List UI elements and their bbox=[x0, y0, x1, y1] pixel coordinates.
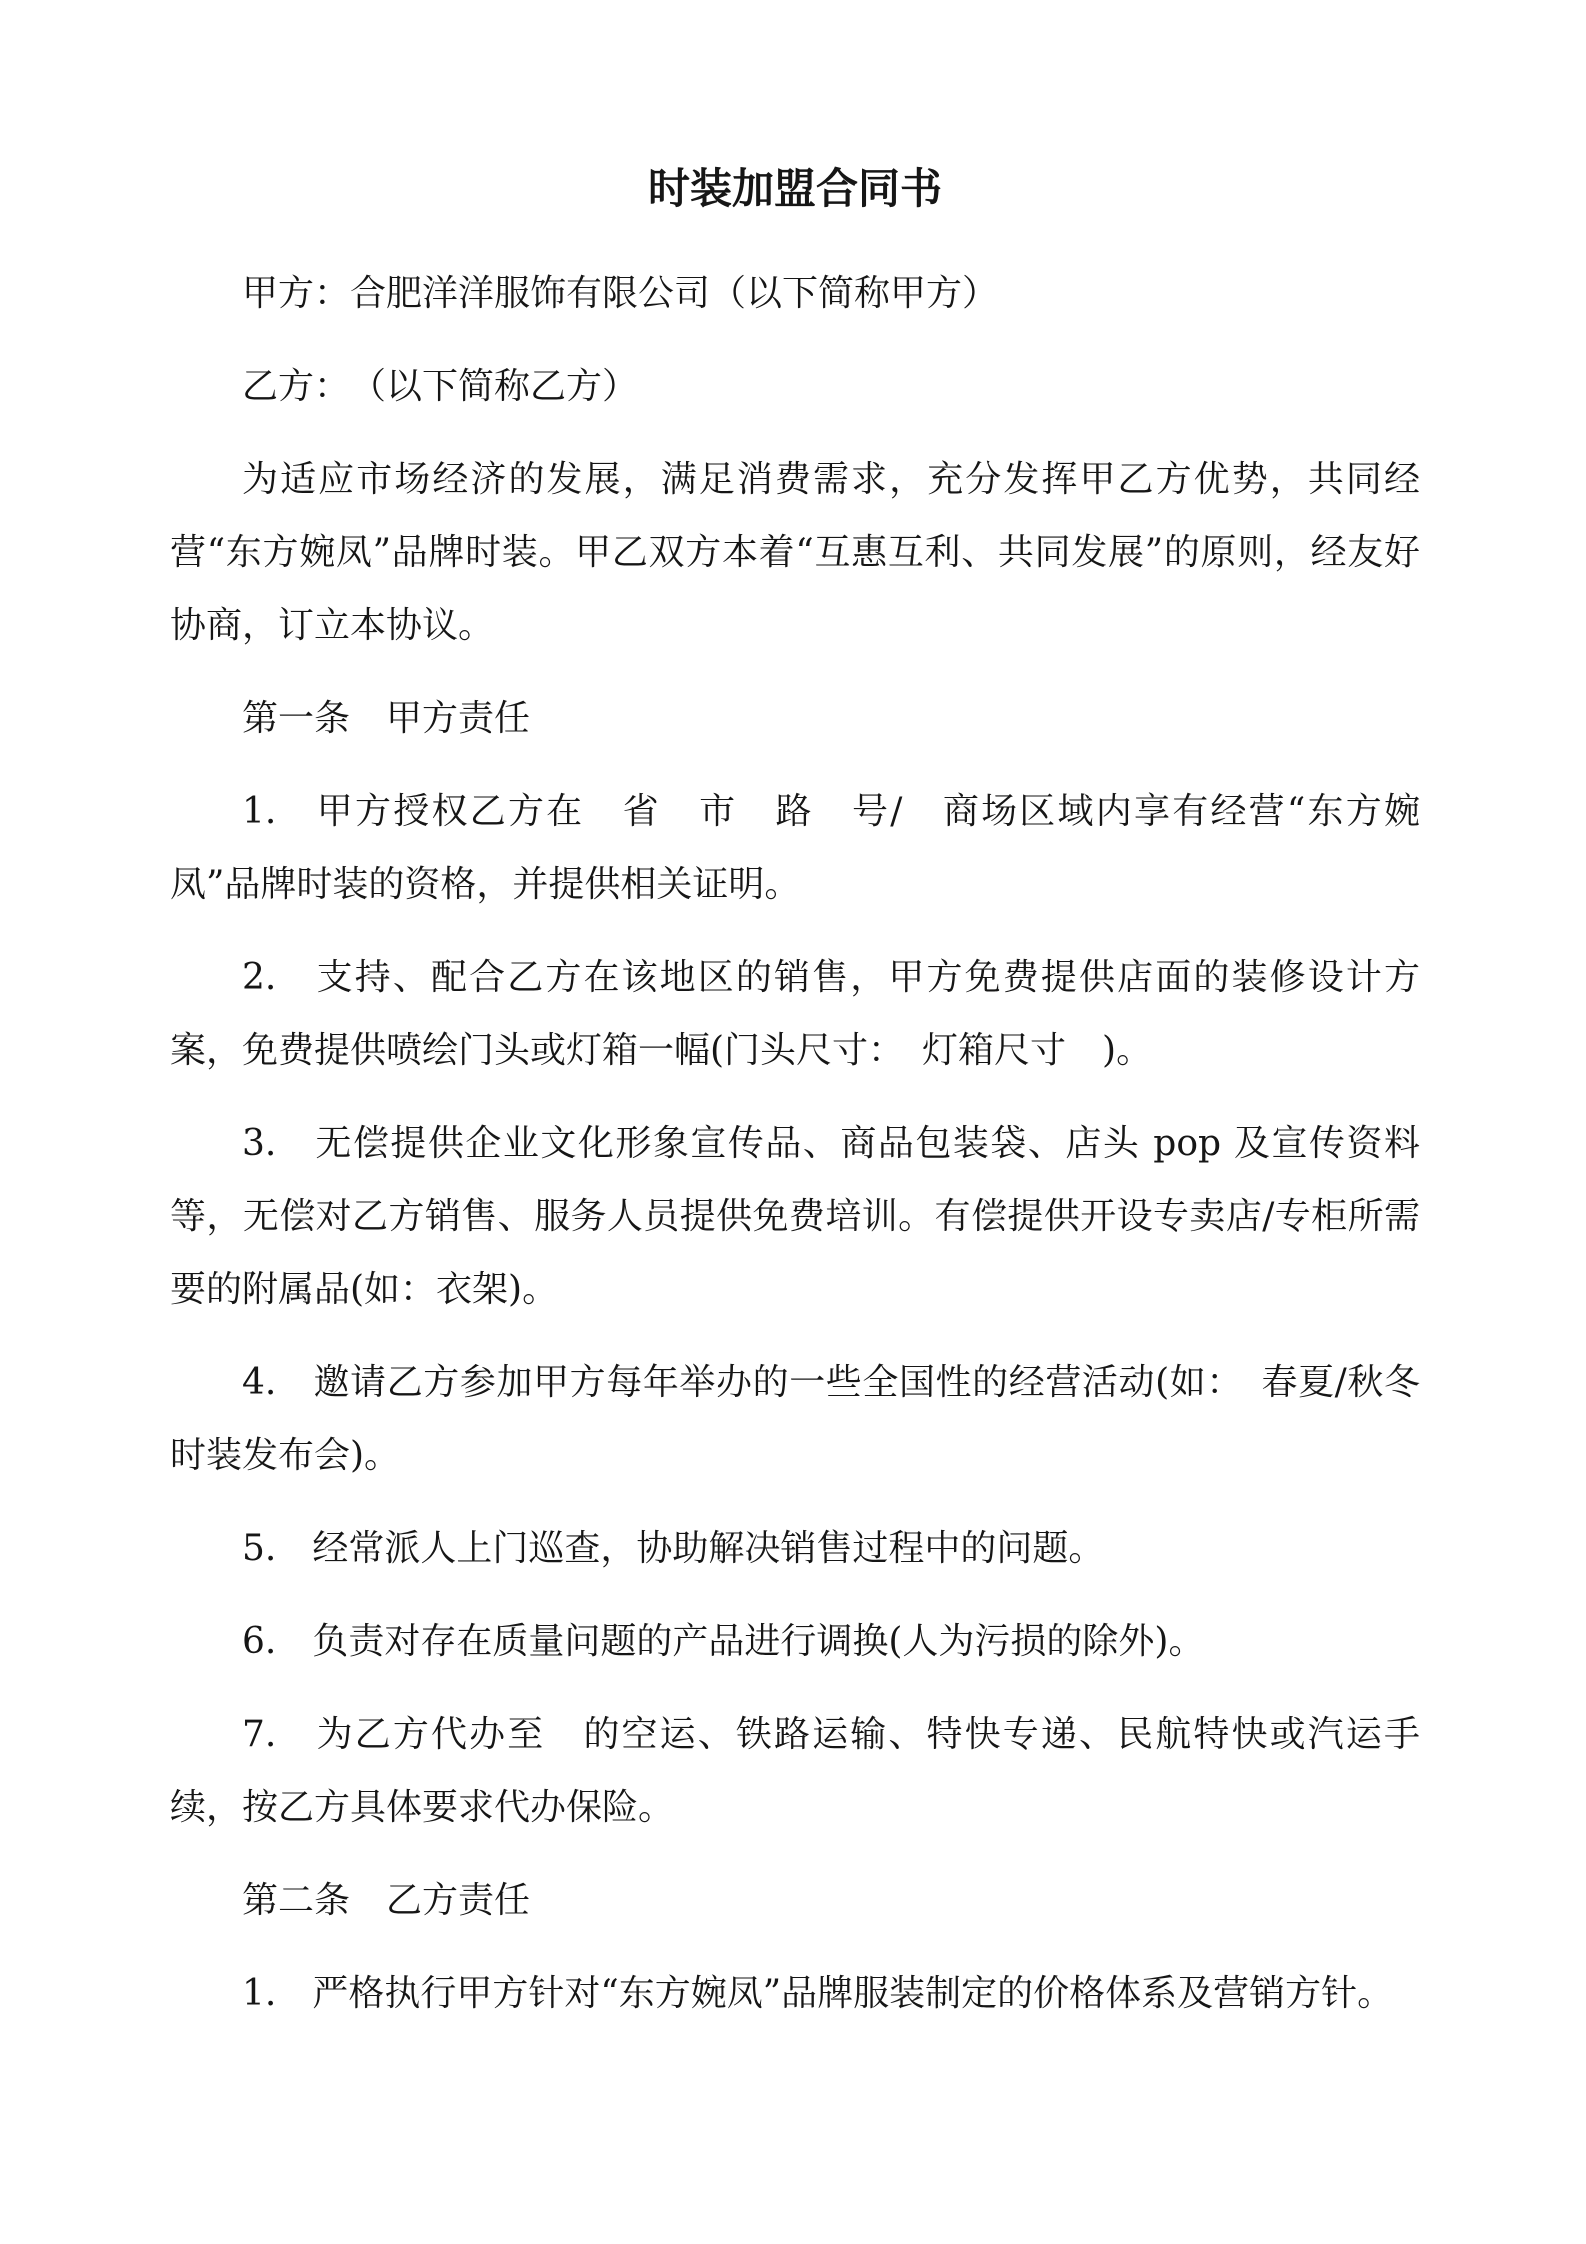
section-1-heading: 第一条 甲方责任 bbox=[242, 698, 531, 739]
document-title: 时装加盟合同书 bbox=[647, 164, 942, 213]
party-b-line: 乙方： （以下简称乙方） bbox=[242, 366, 639, 407]
section-1-item-6: 6. 负责对存在质量问题的产品进行调换(人为污损的除外)。 bbox=[242, 1621, 1205, 1662]
section-1-item-7: 7. 为乙方代办至 的空运、铁路运输、特快专递、民航特快或汽运手续，按乙方具体要求代办保险。 bbox=[170, 1714, 1420, 1828]
section-2-item-1: 1. 严格执行甲方针对“东方婉凤”品牌服装制定的价格体系及营销方针。 bbox=[242, 1973, 1394, 2014]
section-1-item-4: 4. 邀请乙方参加甲方每年举办的一些全国性的经营活动(如： 春夏/秋冬时装发布会)。 bbox=[170, 1362, 1420, 1476]
section-1-item-3: 3. 无偿提供企业文化形象宣传品、商品包装袋、店头 pop 及宣传资料等，无偿对乙方销售、服务人员提供免费培训。有偿提供开设专卖店/专柜所需要的附属品(如：衣架)。 bbox=[170, 1123, 1420, 1310]
section-1-item-1: 1. 甲方授权乙方在 省 市 路 号/ 商场区域内享有经营“东方婉凤”品牌时装的资格，并提供相关证明。 bbox=[170, 791, 1420, 905]
party-a-line: 甲方：合肥洋洋服饰有限公司（以下简称甲方） bbox=[242, 273, 999, 314]
preamble-paragraph: 为适应市场经济的发展，满足消费需求，充分发挥甲乙方优势，共同经营“东方婉凤”品牌时装。甲乙双方本着“互惠互利、共同发展”的原则，经友好协商，订立本协议。 bbox=[170, 459, 1420, 646]
section-1-item-2: 2. 支持、配合乙方在该地区的销售，甲方免费提供店面的装修设计方案，免费提供喷绘门头或灯箱一幅(门头尺寸： 灯箱尺寸 )。 bbox=[170, 957, 1420, 1071]
section-1-item-5: 5. 经常派人上门巡查，协助解决销售过程中的问题。 bbox=[242, 1528, 1105, 1569]
section-2-heading: 第二条 乙方责任 bbox=[242, 1880, 531, 1921]
